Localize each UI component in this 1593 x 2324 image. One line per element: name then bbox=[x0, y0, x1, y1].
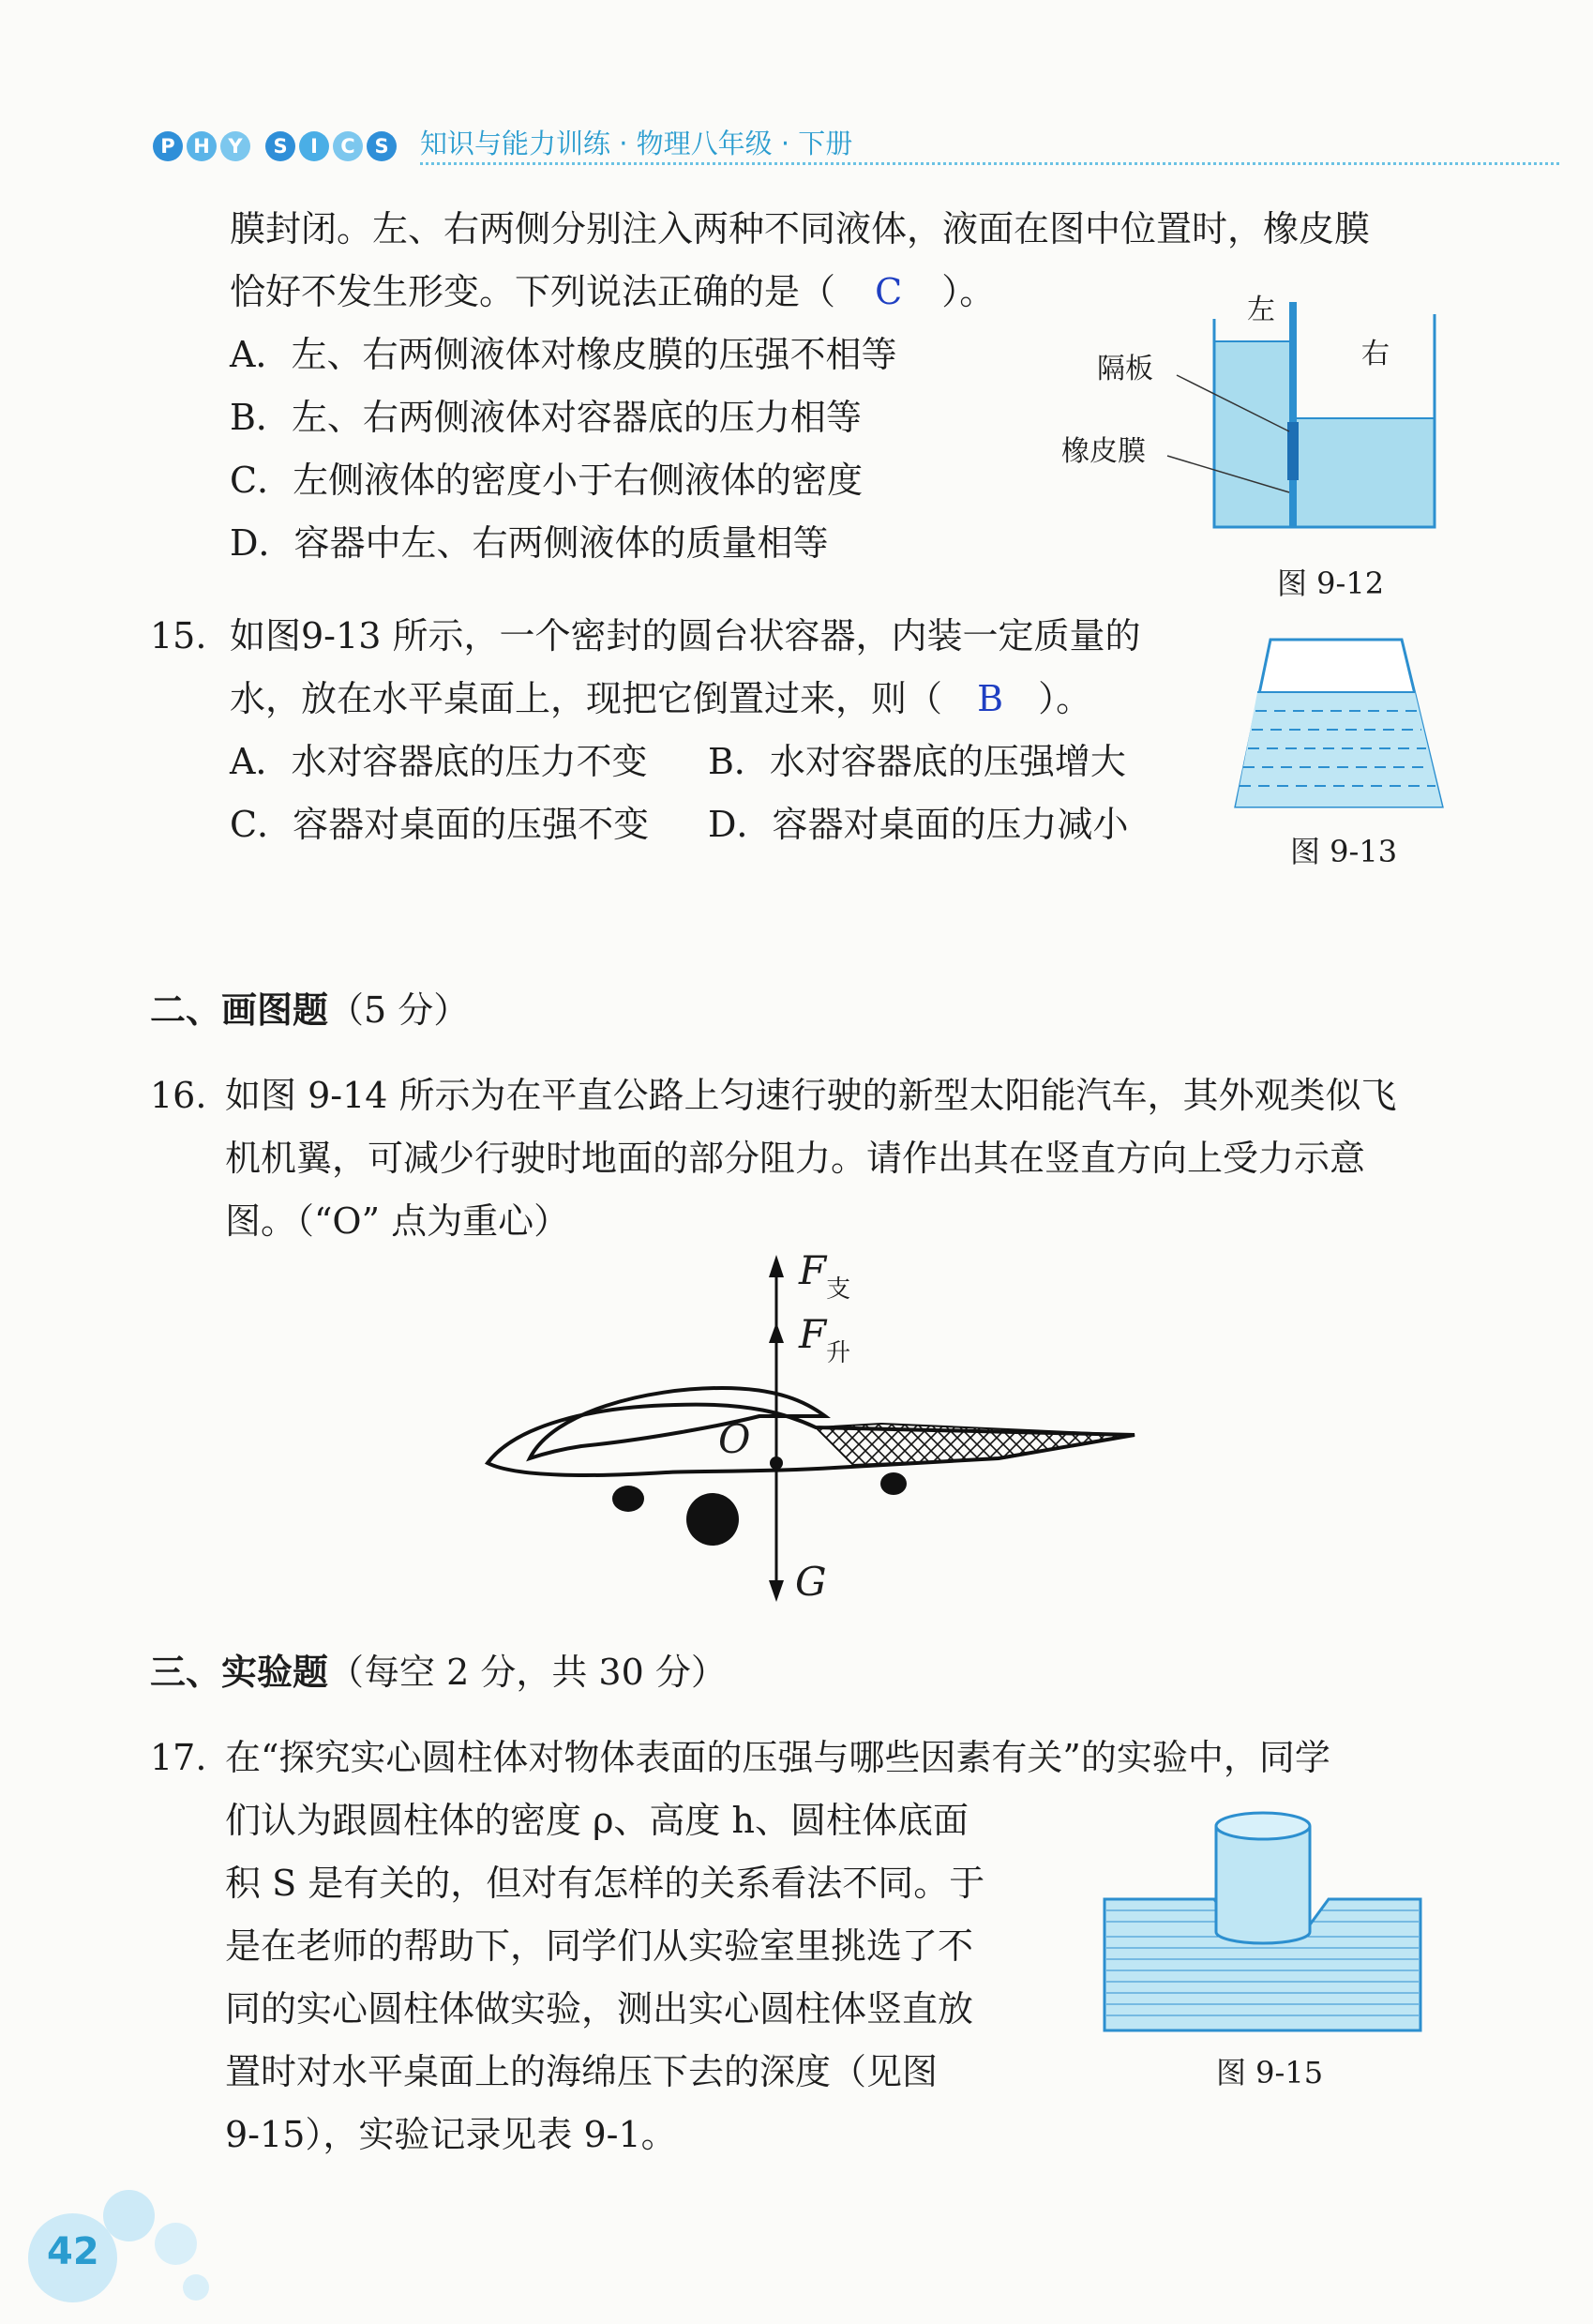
section-2-title: 二、画图题 bbox=[150, 989, 329, 1031]
q14-stem-end: ）。 bbox=[941, 271, 996, 312]
book-title: 知识与能力训练 · 物理八年级 · 下册 bbox=[420, 128, 853, 159]
q14-option-d: D．容器中左、右两侧液体的质量相等 bbox=[230, 522, 829, 564]
logo-letter: S bbox=[265, 131, 295, 161]
q17-line3: 积 S 是有关的，但对有怎样的关系看法不同。于 bbox=[225, 1863, 985, 1904]
figure-9-13 bbox=[1228, 638, 1453, 816]
center-of-gravity bbox=[770, 1456, 783, 1470]
divider-plate bbox=[1289, 302, 1297, 527]
membrane-label: 橡皮膜 bbox=[1061, 435, 1146, 468]
support-force-label: $F_支$ bbox=[799, 1247, 851, 1304]
q15-line2 bbox=[230, 678, 1091, 721]
section-2-heading bbox=[150, 981, 469, 1033]
q17-line2: 们认为跟圆柱体的密度 ρ、高度 h、圆柱体底面 bbox=[225, 1800, 969, 1841]
q15-option-a: A．水对容器底的压力不变 bbox=[230, 741, 648, 782]
q16-line2: 机机翼，可减少行驶时地面的部分阻力。请作出其在竖直方向上受力示意 bbox=[225, 1138, 1366, 1179]
q17-number: 17. bbox=[150, 1737, 207, 1778]
logo-letter: S bbox=[367, 131, 397, 161]
q14-option-a: A．左、右两侧液体对橡皮膜的压强不相等 bbox=[230, 334, 897, 375]
logo-letter: H bbox=[187, 131, 217, 161]
solar-wing-mesh bbox=[816, 1424, 1135, 1465]
q15-line1: 如图9-13 所示，一个密封的圆台状容器，内装一定质量的 bbox=[230, 615, 1141, 656]
q17-line5: 同的实心圆柱体做实验，测出实心圆柱体竖直放 bbox=[225, 1988, 974, 2030]
q15-option-b: B．水对容器底的压强增大 bbox=[708, 741, 1126, 782]
right-liquid bbox=[1297, 418, 1435, 527]
q14-answer: C bbox=[875, 271, 903, 312]
figure-9-15 bbox=[1102, 1805, 1425, 2045]
q15-option-d: D．容器对桌面的压力减小 bbox=[708, 804, 1129, 845]
page-number: 42 bbox=[47, 2230, 99, 2273]
section-3-title: 三、实验题 bbox=[150, 1652, 329, 1693]
q17-line4: 是在老师的帮助下，同学们从实验室里挑选了不 bbox=[225, 1925, 974, 1967]
lift-force-arrowhead bbox=[769, 1322, 784, 1343]
q14-line2 bbox=[230, 271, 995, 314]
lift-force-label: $F_升$ bbox=[799, 1311, 851, 1367]
figure-9-15-caption: 图 9-15 bbox=[1216, 2055, 1324, 2090]
q16-line1: 如图 9-14 所示为在平直公路上匀速行驶的新型太阳能汽车，其外观类似飞 bbox=[225, 1075, 1397, 1116]
car-canopy bbox=[530, 1388, 825, 1458]
figure-9-14 bbox=[478, 1247, 1153, 1613]
bubble bbox=[155, 2223, 197, 2265]
q14-line1: 膜封闭。左、右两侧分别注入两种不同液体，液面在图中位置时，橡皮膜 bbox=[230, 208, 1371, 249]
right-label: 右 bbox=[1361, 338, 1390, 370]
cylinder-body bbox=[1216, 1826, 1310, 1943]
q15-option-c: C．容器对桌面的压强不变 bbox=[230, 804, 650, 845]
front-wheel bbox=[612, 1486, 644, 1512]
q14-option-c: C．左侧液体的密度小于右侧液体的密度 bbox=[230, 460, 864, 501]
cylinder-top bbox=[1216, 1813, 1310, 1839]
bubble bbox=[183, 2274, 209, 2301]
figure-9-12 bbox=[1050, 281, 1481, 553]
logo-letter: I bbox=[299, 131, 329, 161]
cylinder-sponge-diagram bbox=[1102, 1805, 1425, 2045]
divider-label: 隔板 bbox=[1097, 353, 1153, 385]
q17-line1: 在“探究实心圆柱体对物体表面的压强与哪些因素有关”的实验中，同学 bbox=[225, 1737, 1330, 1778]
gravity-label: G bbox=[795, 1559, 827, 1605]
section-3-note: （每空 2 分，共 30 分） bbox=[328, 1652, 727, 1693]
support-force-arrowhead bbox=[769, 1255, 784, 1277]
figure-9-12-caption: 图 9-12 bbox=[1277, 566, 1385, 601]
q15-stem: 水，放在水平桌面上，现把它倒置过来，则（ bbox=[230, 678, 943, 719]
q16-line3: 图。（“O” 点为重心） bbox=[225, 1200, 570, 1242]
center-label: O bbox=[718, 1416, 751, 1462]
q14-stem: 恰好不发生形变。下列说法正确的是（ bbox=[230, 271, 836, 312]
header-divider bbox=[420, 162, 1559, 165]
logo-letter: C bbox=[333, 131, 363, 161]
q15-number: 15. bbox=[150, 615, 207, 656]
middle-wheel bbox=[686, 1493, 739, 1546]
left-liquid bbox=[1214, 341, 1289, 527]
rear-wheel bbox=[880, 1472, 907, 1495]
bubble bbox=[103, 2190, 155, 2241]
q17-line7: 9-15），实验记录见表 9-1。 bbox=[225, 2114, 677, 2155]
q15-stem-end: ）。 bbox=[1038, 678, 1092, 719]
logo-letter: P bbox=[153, 131, 183, 161]
section-2-note: （5 分） bbox=[328, 989, 470, 1031]
q14-option-b: B．左、右两侧液体对容器底的压力相等 bbox=[230, 397, 862, 438]
q15-answer: B bbox=[977, 678, 1004, 719]
left-label: 左 bbox=[1247, 294, 1275, 326]
figure-9-13-caption: 图 9-13 bbox=[1290, 834, 1398, 869]
logo-letter: Y bbox=[220, 131, 250, 161]
frustum-container-diagram bbox=[1228, 638, 1453, 816]
q17-line6: 置时对水平桌面上的海绵压下去的深度（见图 bbox=[225, 2051, 939, 2092]
q16-number: 16. bbox=[150, 1075, 207, 1116]
section-3-heading bbox=[150, 1643, 727, 1695]
gravity-arrowhead bbox=[769, 1580, 784, 1602]
